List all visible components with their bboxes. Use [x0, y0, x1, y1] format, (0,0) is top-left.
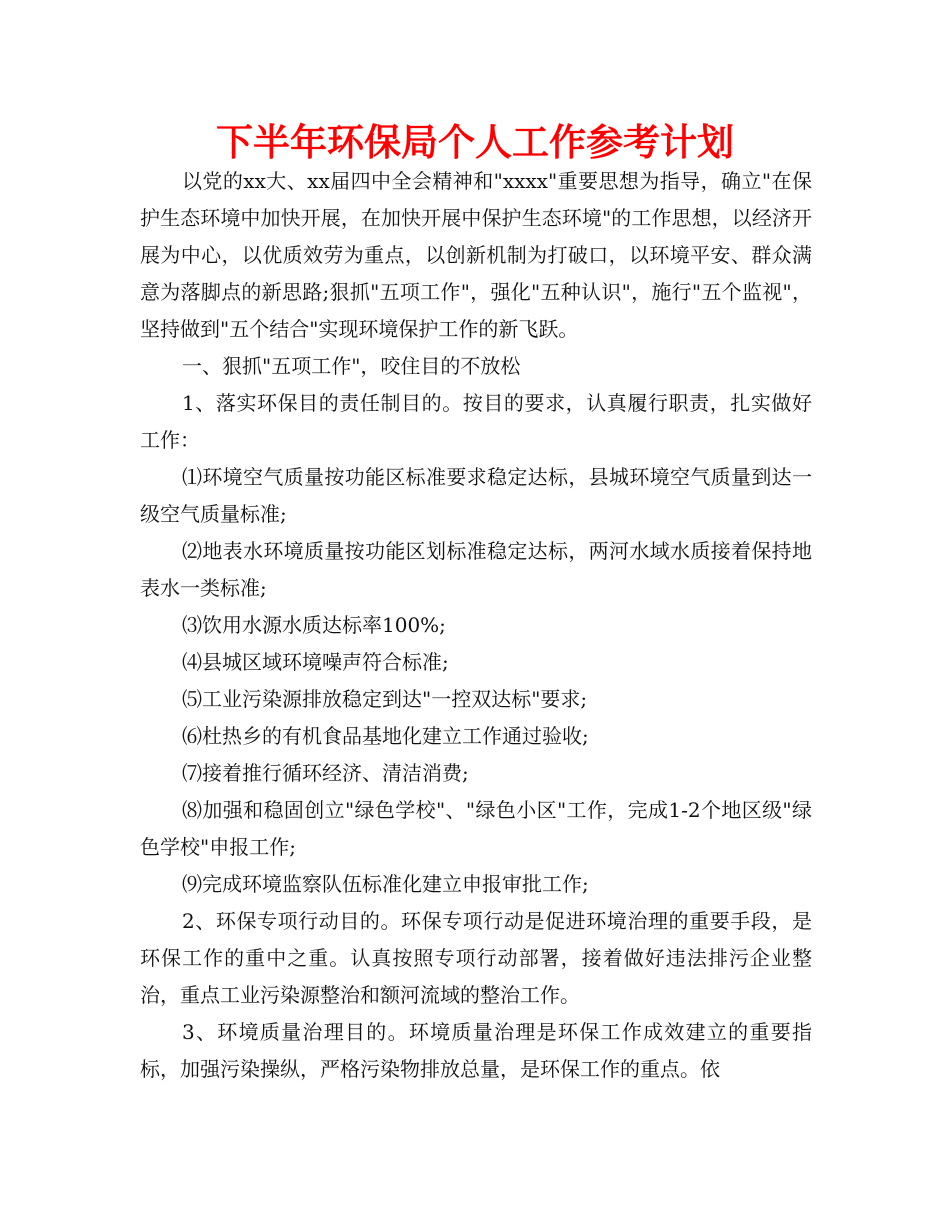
paragraph-item-1: 1、落实环保目的责任制目的。按目的要求，认真履行职责，扎实做好工作：: [140, 391, 812, 452]
list-item: ⑼完成环境监察队伍标准化建立申报审批工作;: [182, 872, 589, 896]
list-item: ⑺接着推行循环经济、清洁消费;: [182, 761, 469, 785]
list-item: ⑴环境空气质量按功能区标准要求稳定达标，县城环境空气质量到达一级空气质量标准;: [140, 465, 812, 526]
list-item: ⑸工业污染源排放稳定到达"一控双达标"要求;: [182, 687, 588, 711]
list-item: ⑷县城区域环境噪声符合标准;: [182, 650, 449, 674]
paragraph-item-2: 2、环保专项行动目的。环保专项行动是促进环境治理的重要手段，是环保工作的重中之重。认真按照专项行动部署，接着做好违法排污企业整治，重点工业污染源整治和额河流域的整治工作。: [140, 909, 812, 1007]
document-title: 下半年环保局个人工作参考计划: [216, 121, 734, 164]
paragraph-intro: 以党的xx大、xx届四中全会精神和"xxxx"重要思想为指导，确立"在保护生态环境中加快开展，在加快开展中保护生态环境"的工作思想，以经济开展为中心，以优质效劳为重点，以创新机制为打破口，以环境平安、群众满意为落脚点的新思路;狠抓"五项工作"，强化"五种认识"，施行"五个监视"，坚持做到"五个结合"实现环境保护工作的新飞跃。: [140, 169, 812, 341]
list-item: ⑶饮用水源水质达标率100%;: [182, 613, 446, 637]
list-item: ⑵地表水环境质量按功能区划标准稳定达标，两河水域水质接着保持地表水一类标准;: [140, 539, 812, 600]
list-item: ⑹杜热乡的有机食品基地化建立工作通过验收;: [182, 724, 589, 748]
paragraph-item-3: 3、环境质量治理目的。环境质量治理是环保工作成效建立的重要指标，加强污染操纵，严格污染物排放总量，是环保工作的重点。依: [140, 1020, 812, 1081]
section-heading-1: 一、狠抓"五项工作"，咬住目的不放松: [182, 354, 521, 378]
document-body: [140, 163, 812, 1088]
list-item: ⑻加强和稳固创立"绿色学校"、"绿色小区"工作，完成1-2个地区级"绿色学校"申报工作;: [140, 798, 812, 859]
